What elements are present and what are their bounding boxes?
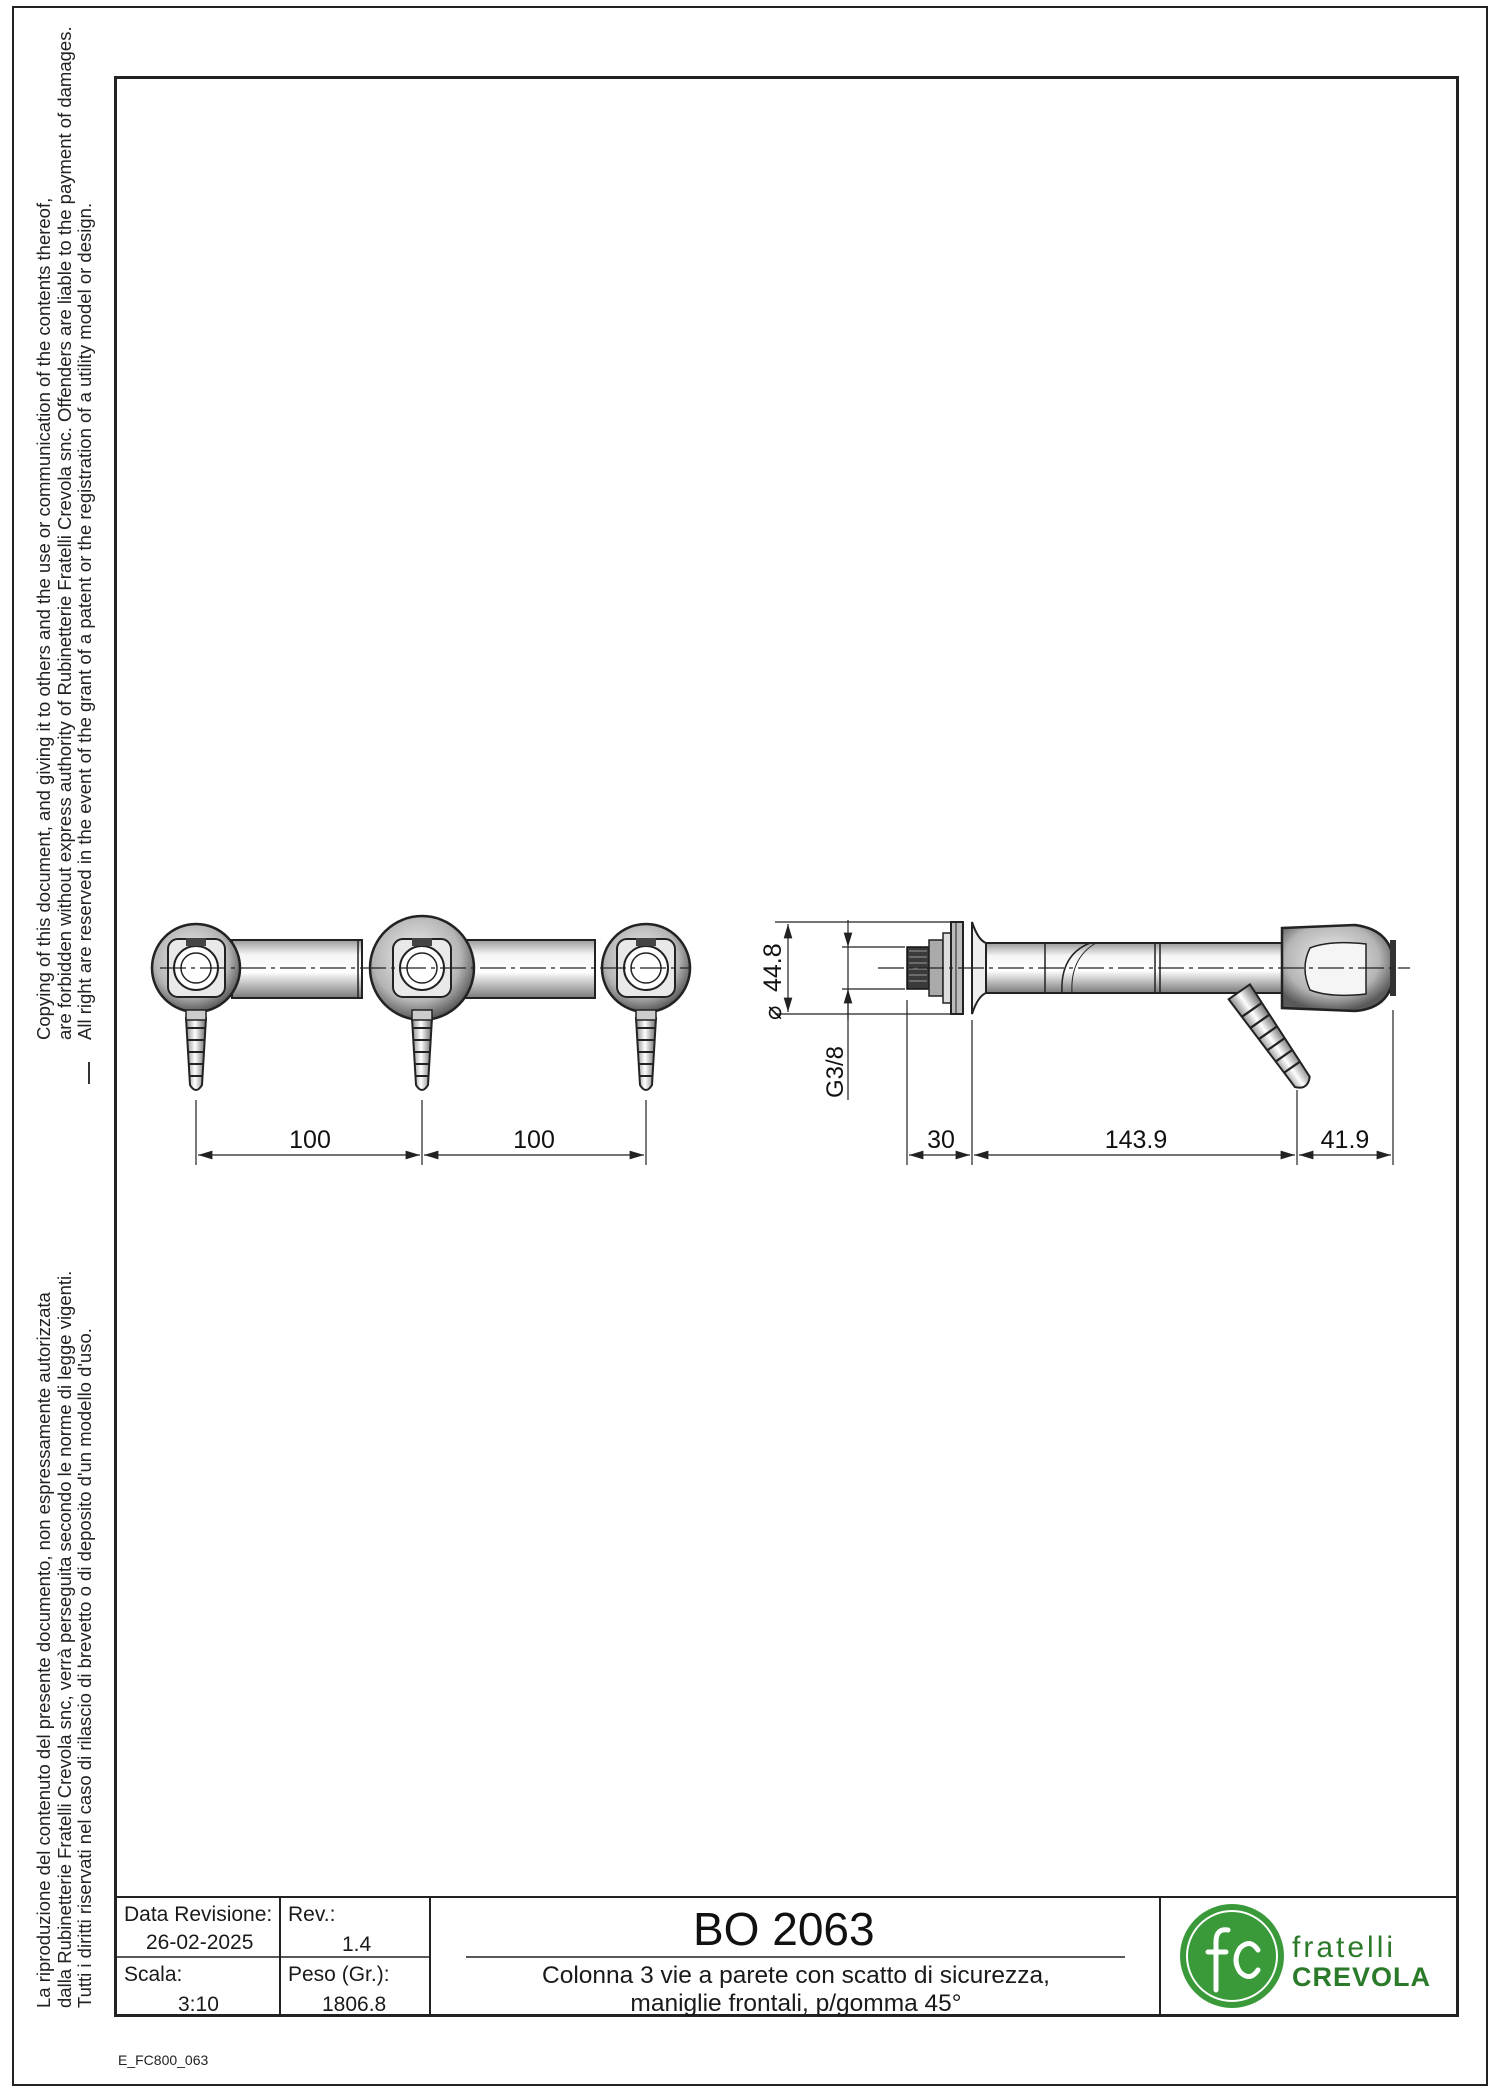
weight-value: 1806.8 (322, 1993, 387, 2016)
crevola-logo (1180, 1904, 1431, 2008)
dim-side-30: 30 (927, 1126, 955, 1154)
dim-front-right: 100 (513, 1126, 555, 1154)
dim-diameter: 44.8 (759, 943, 787, 992)
dim-front-left: 100 (289, 1126, 331, 1154)
side-view (759, 920, 1410, 1165)
date-revision-label: Data Revisione: (124, 1903, 273, 1926)
dim-side-41-9: 41.9 (1320, 1126, 1370, 1154)
description-line-2: maniglie frontali, p/gomma 45° (630, 1990, 962, 2017)
description-line-1: Colonna 3 vie a parete con scatto di sicurezza, (542, 1962, 1050, 1989)
date-revision-value: 26-02-2025 (146, 1931, 254, 1954)
valve-right (602, 924, 690, 1090)
document-code: E_FC800_063 (118, 2052, 209, 2068)
dim-diameter-symbol: ⌀ (760, 1005, 787, 1020)
legal-it-line-2: dalla Rubinetterie Fratelli Crevola snc, verrà perseguita secondo le norme di legge vigenti. (53, 1270, 75, 2008)
product-code: BO 2063 (693, 1903, 875, 1955)
legal-en-line-3: All right are reserved in the event of the grant of a patent or the registration of a utility model or design. (74, 202, 95, 1040)
rev-label: Rev.: (288, 1903, 336, 1926)
front-view (152, 916, 690, 1165)
legal-it-line-1: La riproduzione del contenuto del presente documento, non espressamente autorizzata (33, 1292, 54, 2008)
scale-label: Scala: (124, 1963, 183, 1986)
valve-middle (370, 916, 474, 1090)
logo-word-fratelli: fratelli (1292, 1931, 1397, 1964)
legal-it-line-3: Tutti i diritti riservati nel caso di rilascio di brevetto o di deposito d'un modello d'uso. (74, 1328, 95, 2008)
legal-en-line-1: Copying of this document, and giving it to others and the use or communication of the contents thereof, (33, 197, 54, 1040)
rev-value: 1.4 (342, 1933, 372, 1956)
weight-label: Peso (Gr.): (288, 1963, 390, 1986)
logo-word-crevola: CREVOLA (1292, 1962, 1432, 1992)
legal-en-line-2: are forbidden without express authority of Rubinetterie Fratelli Crevola snc. Offenders are liable to the payment of damages. (53, 26, 75, 1040)
scale-value: 3:10 (178, 1993, 219, 2016)
dim-side-143-9: 143.9 (1104, 1126, 1168, 1154)
dim-thread: G3/8 (822, 1045, 849, 1098)
valve-left (152, 924, 240, 1090)
